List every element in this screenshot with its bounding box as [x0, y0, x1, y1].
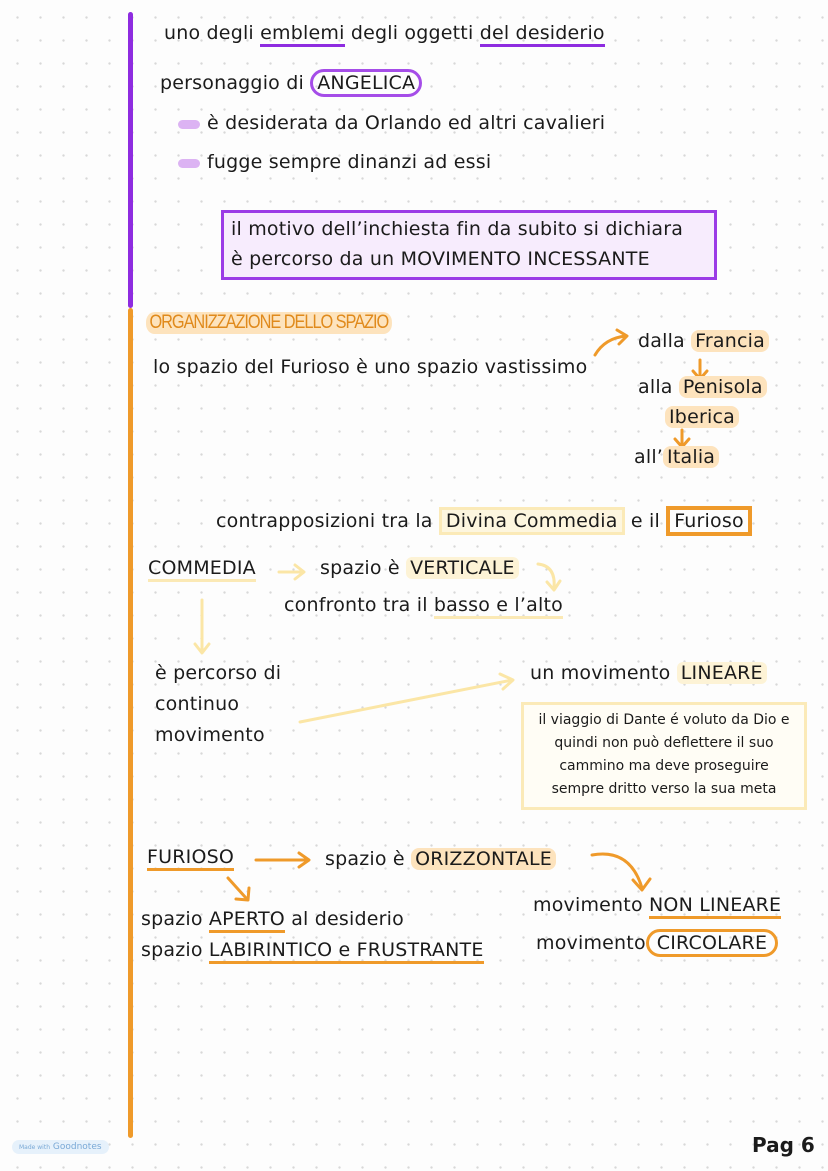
page-number: Pag 6: [752, 1133, 815, 1157]
italia-highlight: Italia: [663, 446, 719, 468]
text: all’: [634, 446, 664, 468]
note-text: [524, 705, 804, 801]
badge-brand-text: Goodnotes: [52, 1142, 102, 1152]
percorso-line: continuo: [155, 693, 240, 715]
commedia-word: COMMEDIA: [148, 557, 256, 582]
emblemi-word: emblemi: [260, 22, 344, 47]
non-lineare-phrase: NON LINEARE: [649, 894, 781, 919]
bullet-item: è desiderata da Orlando ed altri cavalieri: [207, 112, 606, 134]
text: spazio: [141, 939, 209, 961]
text: degli oggetti: [344, 22, 480, 44]
purple-margin-bar: [128, 12, 133, 308]
goodnotes-badge: [12, 1140, 109, 1154]
spazio-labirintico: [141, 939, 484, 961]
lineare-highlight: LINEARE: [677, 662, 767, 684]
route-penisola: [638, 376, 767, 398]
text: uno degli: [164, 22, 261, 44]
box-line: il motivo dell’inchiesta fin da subito si dichiara: [231, 218, 684, 240]
penisola-highlight: Penisola: [679, 376, 767, 398]
note-line: cammino ma deve proseguire: [559, 758, 769, 774]
inchiesta-box: [221, 210, 717, 280]
badge-small-text: Made with: [19, 1144, 50, 1151]
bullet-item: fugge sempre dinanzi ad essi: [207, 151, 492, 173]
commedia-label: [148, 557, 256, 579]
note-line: il viaggio di Dante é voluto da Dio e: [538, 712, 790, 728]
route-iberica: [665, 406, 739, 428]
furioso-label: [147, 846, 234, 868]
text: spazio: [141, 908, 209, 930]
text: confronto tra il: [284, 594, 434, 616]
angelica-circled: ANGELICA: [310, 69, 422, 97]
text: al desiderio: [284, 908, 404, 930]
note-line: sempre dritto verso la sua meta: [551, 781, 777, 797]
iberica-highlight: Iberica: [665, 406, 739, 428]
angelica-line: [160, 72, 422, 94]
text: spazio è: [320, 557, 407, 579]
text: un movimento: [530, 662, 677, 684]
movimento-circolare: [536, 932, 778, 954]
route-italia: [634, 446, 719, 468]
circolare-circled: CIRCOLARE: [646, 929, 778, 957]
francia-highlight: Francia: [691, 330, 769, 352]
contrapposizioni-line: [216, 506, 752, 536]
aperto-word: APERTO: [209, 908, 285, 933]
commedia-confronto: [284, 594, 563, 616]
text: alla: [638, 376, 679, 398]
spazio-aperto: [141, 908, 404, 930]
labirintico-phrase: LABIRINTICO e FRUSTRANTE: [209, 939, 484, 964]
orizzontale-highlight: ORIZZONTALE: [411, 848, 556, 870]
note-line: quindi non può deflettere il suo: [554, 735, 774, 751]
orange-margin-bar: [128, 308, 133, 1138]
verticale-highlight: VERTICALE: [406, 557, 519, 579]
bullet-marker: [178, 159, 200, 168]
desiderio-phrase: del desiderio: [480, 22, 605, 47]
commedia-spazio: [320, 557, 519, 579]
text: movimento: [536, 932, 646, 954]
text: spazio è: [325, 848, 412, 870]
percorso-line: è percorso di: [155, 662, 282, 684]
text: personaggio di: [160, 72, 311, 94]
dante-note-box: [521, 702, 807, 810]
text: movimento: [533, 894, 650, 916]
bullet-marker: [178, 120, 200, 129]
furioso-box: Furioso: [666, 506, 752, 536]
divina-commedia-box: Divina Commedia: [439, 507, 625, 535]
furioso-word: FURIOSO: [147, 846, 234, 871]
box-line: è percorso da un MOVIMENTO INCESSANTE: [231, 248, 650, 270]
text: dalla: [638, 330, 692, 352]
section-heading: ORGANIZZAZIONE DELLO SPAZIO: [146, 312, 392, 334]
text: e il: [624, 510, 667, 532]
furioso-spazio: [325, 848, 556, 870]
emblem-line: [164, 22, 605, 44]
basso-alto-underlined: basso e l’alto: [434, 594, 563, 619]
movimento-lineare: [530, 662, 767, 684]
spazio-sentence: lo spazio del Furioso è uno spazio vastissimo: [153, 356, 588, 378]
route-francia: [638, 330, 769, 352]
percorso-line: movimento: [155, 724, 265, 746]
text: contrapposizioni tra la: [216, 510, 439, 532]
movimento-non-lineare: [533, 894, 781, 916]
